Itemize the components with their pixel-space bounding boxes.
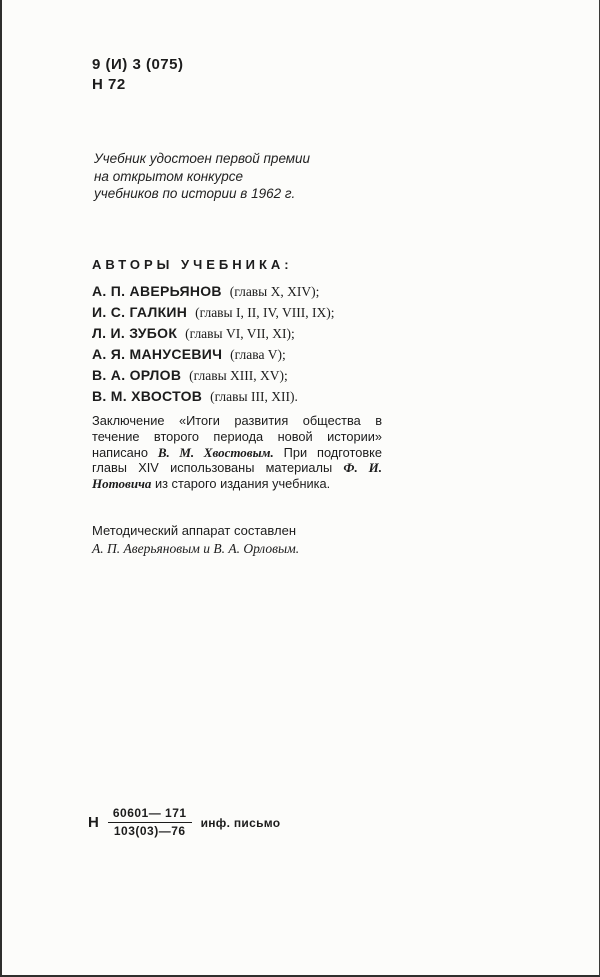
method-note-line: Методический аппарат составлен — [92, 523, 296, 538]
author-name: И. С. ГАЛКИН — [92, 304, 188, 320]
author-chapters: (главы XIII, XV); — [189, 368, 288, 383]
library-classification-code — [92, 55, 183, 95]
author-chapters: (главы VI, VII, XI); — [185, 326, 295, 341]
method-note — [92, 522, 299, 557]
award-note-line: Учебник удостоен первой премии — [94, 151, 311, 166]
author-row — [92, 323, 334, 344]
note-text: из старого издания учебника. — [151, 476, 331, 492]
author-name: В. А. ОРЛОВ — [92, 367, 182, 383]
conclusion-note-paragraph — [92, 413, 382, 492]
author-row — [92, 281, 334, 302]
publication-index-fraction — [108, 806, 192, 839]
author-name: А. Я. МАНУСЕВИЧ — [92, 346, 223, 362]
fraction-denominator: 103(03)—76 — [113, 824, 186, 838]
authors-heading: АВТОРЫ УЧЕБНИКА: — [92, 257, 293, 272]
author-name: А. П. АВЕРЬЯНОВ — [92, 283, 222, 299]
publication-index — [88, 806, 280, 839]
author-chapters: (главы III, XII). — [210, 389, 298, 404]
fraction-numerator: 60601— 171 — [108, 806, 192, 823]
author-row — [92, 344, 334, 365]
award-note — [94, 150, 310, 203]
author-row — [92, 365, 334, 386]
note-text: Заключение «Итоги развития общества в течение второго периода новой истории» написано — [92, 413, 382, 460]
publication-index-prefix: Н — [88, 814, 99, 831]
author-row — [92, 386, 334, 407]
note-text: При подготовке главы XIV использованы материалы — [92, 444, 382, 476]
author-chapters: (главы X, XIV); — [229, 284, 320, 299]
award-note-line: на открытом конкурсе — [94, 168, 244, 184]
classification-code-line: 9 (И) 3 (075) — [92, 56, 184, 73]
note-author-italic: Ф. И. Нотовича — [92, 460, 382, 492]
author-name: В. М. ХВОСТОВ — [92, 388, 203, 404]
author-row — [92, 302, 334, 323]
classification-code-line: Н 72 — [92, 76, 126, 93]
method-note-authors: А. П. Аверьяновым и В. А. Орловым. — [92, 540, 300, 556]
note-author-italic: В. М. Хвостовым. — [157, 444, 274, 460]
author-chapters: (главы I, II, IV, VIII, IX); — [195, 305, 335, 320]
author-chapters: (глава V); — [230, 347, 286, 362]
author-name: Л. И. ЗУБОК — [92, 325, 178, 341]
authors-list — [92, 281, 334, 407]
publication-index-suffix: инф. письмо — [200, 815, 281, 830]
award-note-line: учебников по истории в 1962 г. — [94, 186, 296, 201]
